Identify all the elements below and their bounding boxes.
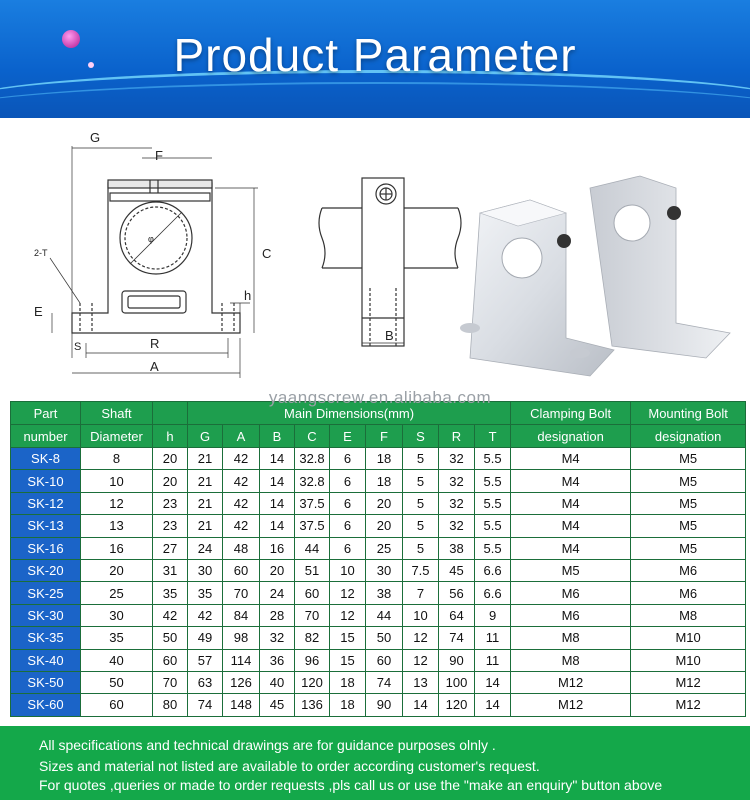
table-cell: 5.5 xyxy=(475,515,511,537)
table-cell: 6.6 xyxy=(475,582,511,604)
table-row xyxy=(11,492,746,514)
table-cell: M6 xyxy=(511,604,631,626)
table-cell: 35 xyxy=(188,582,223,604)
header-dim-a: A xyxy=(223,425,260,448)
table-cell: 40 xyxy=(81,649,153,671)
table-cell: M8 xyxy=(511,649,631,671)
table-cell: 32 xyxy=(439,515,475,537)
part-number-cell: SK-16 xyxy=(11,537,81,559)
table-cell: 42 xyxy=(223,492,260,514)
label-a: A xyxy=(150,359,159,374)
table-row xyxy=(11,671,746,693)
table-cell: 6 xyxy=(330,515,366,537)
footer-notes xyxy=(0,726,750,800)
table-cell: 13 xyxy=(403,671,439,693)
table-cell: 12 xyxy=(403,627,439,649)
table-cell: 6 xyxy=(330,537,366,559)
label-s: S xyxy=(74,341,82,353)
table-cell: 18 xyxy=(366,448,403,470)
table-cell: 60 xyxy=(153,649,188,671)
table-cell: 10 xyxy=(330,559,366,581)
table-cell: 44 xyxy=(366,604,403,626)
table-cell: 20 xyxy=(366,492,403,514)
label-f: F xyxy=(155,148,163,163)
table-cell: 15 xyxy=(330,627,366,649)
table-cell: 74 xyxy=(439,627,475,649)
table-cell: 16 xyxy=(81,537,153,559)
table-cell: 32 xyxy=(439,492,475,514)
header-clamping-bolt: Clamping Bolt xyxy=(511,402,631,425)
label-h: h xyxy=(244,288,252,303)
table-cell: 10 xyxy=(403,604,439,626)
table-cell: 80 xyxy=(153,694,188,716)
table-cell: 9 xyxy=(475,604,511,626)
table-cell: 16 xyxy=(260,537,295,559)
part-number-cell: SK-10 xyxy=(11,470,81,492)
label-thread: 2-T xyxy=(34,248,48,258)
footer-line: Sizes and material not listed are available to order according customer's request. xyxy=(39,758,540,774)
table-cell: 5 xyxy=(403,470,439,492)
table-cell: M5 xyxy=(631,492,746,514)
table-cell: M12 xyxy=(511,694,631,716)
technical-drawings xyxy=(0,118,750,393)
table-cell: 60 xyxy=(295,582,330,604)
header-dim-h: h xyxy=(153,425,188,448)
table-cell: M12 xyxy=(631,671,746,693)
header-dim-t: T xyxy=(475,425,511,448)
table-cell: 12 xyxy=(81,492,153,514)
table-cell: 10 xyxy=(81,470,153,492)
table-cell: M10 xyxy=(631,627,746,649)
table-cell: 12 xyxy=(330,604,366,626)
label-e: E xyxy=(34,304,43,319)
table-cell: 42 xyxy=(223,448,260,470)
label-r: R xyxy=(150,336,160,351)
table-cell: 5.5 xyxy=(475,537,511,559)
side-view-drawing xyxy=(319,178,461,346)
part-number-cell: SK-60 xyxy=(11,694,81,716)
table-cell: 14 xyxy=(403,694,439,716)
header-part-number: number xyxy=(11,425,81,448)
table-cell: 90 xyxy=(366,694,403,716)
table-cell: 5 xyxy=(403,515,439,537)
table-cell: M6 xyxy=(631,582,746,604)
table-cell: M4 xyxy=(511,515,631,537)
header-mounting-bolt: designation xyxy=(631,425,746,448)
banner-glow-line xyxy=(0,82,750,118)
table-cell: 42 xyxy=(153,604,188,626)
table-cell: 84 xyxy=(223,604,260,626)
header-dim-g: G xyxy=(188,425,223,448)
table-cell: M6 xyxy=(511,582,631,604)
header-part-number: Part xyxy=(11,402,81,425)
table-cell: 20 xyxy=(153,448,188,470)
part-number-cell: SK-30 xyxy=(11,604,81,626)
table-cell: 36 xyxy=(260,649,295,671)
table-cell: 21 xyxy=(188,470,223,492)
footer-line: For quotes ,queries or made to order requests ,pls call us or use the "make an enquiry" button above xyxy=(39,777,663,793)
table-cell: 14 xyxy=(260,448,295,470)
table-cell: 11 xyxy=(475,649,511,671)
table-cell: 8 xyxy=(81,448,153,470)
label-c: C xyxy=(262,246,272,261)
table-cell: 148 xyxy=(223,694,260,716)
table-cell: 21 xyxy=(188,515,223,537)
table-cell: 7.5 xyxy=(403,559,439,581)
table-row xyxy=(11,559,746,581)
part-number-cell: SK-8 xyxy=(11,448,81,470)
part-number-cell: SK-20 xyxy=(11,559,81,581)
table-cell: 6 xyxy=(330,492,366,514)
table-cell: 30 xyxy=(366,559,403,581)
table-cell: 32 xyxy=(439,470,475,492)
table-cell: 11 xyxy=(475,627,511,649)
table-cell: M4 xyxy=(511,470,631,492)
table-cell: 15 xyxy=(330,649,366,671)
table-cell: 5.5 xyxy=(475,470,511,492)
part-number-cell: SK-12 xyxy=(11,492,81,514)
table-cell: 49 xyxy=(188,627,223,649)
table-cell: 18 xyxy=(330,671,366,693)
footer-line: All specifications and technical drawings are for guidance purposes olnly . xyxy=(39,737,496,753)
table-cell: 32 xyxy=(439,448,475,470)
table-cell: 5 xyxy=(403,537,439,559)
table-cell: 7 xyxy=(403,582,439,604)
label-g: G xyxy=(90,130,101,145)
watermark-text: yaangscrew.en.alibaba.com xyxy=(268,388,492,407)
table-cell: 13 xyxy=(81,515,153,537)
table-cell: 114 xyxy=(223,649,260,671)
table-cell: 23 xyxy=(153,515,188,537)
table-cell: 70 xyxy=(153,671,188,693)
table-cell: 126 xyxy=(223,671,260,693)
table-cell: 98 xyxy=(223,627,260,649)
table-cell: 14 xyxy=(260,470,295,492)
table-cell: M5 xyxy=(631,448,746,470)
table-cell: 18 xyxy=(330,694,366,716)
table-cell: M5 xyxy=(511,559,631,581)
table-cell: 5 xyxy=(403,492,439,514)
table-cell: 38 xyxy=(366,582,403,604)
table-cell: M8 xyxy=(511,627,631,649)
label-b: B xyxy=(385,328,394,343)
table-cell: 32.8 xyxy=(295,448,330,470)
table-cell: 30 xyxy=(81,604,153,626)
table-cell: 45 xyxy=(439,559,475,581)
table-row xyxy=(11,694,746,716)
header-dim-c: C xyxy=(295,425,330,448)
table-cell: 12 xyxy=(330,582,366,604)
table-cell: 42 xyxy=(223,515,260,537)
part-number-cell: SK-35 xyxy=(11,627,81,649)
table-cell: 32.8 xyxy=(295,470,330,492)
table-cell: 42 xyxy=(223,470,260,492)
table-cell: 24 xyxy=(260,582,295,604)
table-cell: M4 xyxy=(511,448,631,470)
table-cell: 28 xyxy=(260,604,295,626)
table-cell: 24 xyxy=(188,537,223,559)
table-cell: 120 xyxy=(439,694,475,716)
table-cell: 136 xyxy=(295,694,330,716)
table-cell: 14 xyxy=(475,694,511,716)
table-cell: M10 xyxy=(631,649,746,671)
table-cell: 5.5 xyxy=(475,448,511,470)
table-row xyxy=(11,582,746,604)
parameter-table xyxy=(10,401,746,717)
table-cell: 60 xyxy=(366,649,403,671)
table-cell: M6 xyxy=(631,559,746,581)
table-cell: 48 xyxy=(223,537,260,559)
table-cell: 6 xyxy=(330,470,366,492)
table-cell: 57 xyxy=(188,649,223,671)
table-cell: M12 xyxy=(511,671,631,693)
table-cell: 6 xyxy=(330,448,366,470)
table-cell: M5 xyxy=(631,515,746,537)
table-cell: 63 xyxy=(188,671,223,693)
table-cell: 70 xyxy=(223,582,260,604)
table-cell: 14 xyxy=(260,492,295,514)
table-cell: 12 xyxy=(403,649,439,671)
table-row xyxy=(11,604,746,626)
label-phi: φ xyxy=(148,234,154,244)
table-row xyxy=(11,470,746,492)
table-cell: 40 xyxy=(260,671,295,693)
table-cell: 37.5 xyxy=(295,492,330,514)
table-cell: 50 xyxy=(153,627,188,649)
table-cell: 23 xyxy=(153,492,188,514)
table-cell: 74 xyxy=(188,694,223,716)
table-cell: 35 xyxy=(81,627,153,649)
table-cell: 14 xyxy=(260,515,295,537)
table-cell: 70 xyxy=(295,604,330,626)
table-cell: M5 xyxy=(631,470,746,492)
table-cell: 20 xyxy=(81,559,153,581)
table-cell: 25 xyxy=(81,582,153,604)
header-shaft-diameter: Shaft xyxy=(81,402,153,425)
table-row xyxy=(11,649,746,671)
table-cell: 6.6 xyxy=(475,559,511,581)
table-cell: 32 xyxy=(260,627,295,649)
header-dim-e: E xyxy=(330,425,366,448)
table-cell: 21 xyxy=(188,492,223,514)
table-cell: 60 xyxy=(81,694,153,716)
table-cell: 27 xyxy=(153,537,188,559)
table-cell: 20 xyxy=(153,470,188,492)
table-cell: 20 xyxy=(366,515,403,537)
table-cell: M12 xyxy=(631,694,746,716)
header-dim-b: B xyxy=(260,425,295,448)
table-cell: 90 xyxy=(439,649,475,671)
table-row xyxy=(11,627,746,649)
table-cell: 35 xyxy=(153,582,188,604)
table-cell: M8 xyxy=(631,604,746,626)
table-cell: 96 xyxy=(295,649,330,671)
table-cell: 64 xyxy=(439,604,475,626)
table-cell: 45 xyxy=(260,694,295,716)
table-cell: 37.5 xyxy=(295,515,330,537)
table-cell: 51 xyxy=(295,559,330,581)
part-number-cell: SK-13 xyxy=(11,515,81,537)
table-cell: 82 xyxy=(295,627,330,649)
part-number-cell: SK-25 xyxy=(11,582,81,604)
header-dim-s: S xyxy=(403,425,439,448)
table-cell: 120 xyxy=(295,671,330,693)
product-render xyxy=(460,176,730,376)
header-dim-f: F xyxy=(366,425,403,448)
table-cell: 5.5 xyxy=(475,492,511,514)
table-cell: M4 xyxy=(511,492,631,514)
page-title: Product Parameter xyxy=(173,29,577,81)
table-cell: 21 xyxy=(188,448,223,470)
table-cell: 25 xyxy=(366,537,403,559)
table-cell: 44 xyxy=(295,537,330,559)
header-blank xyxy=(153,402,188,425)
table-cell: 5 xyxy=(403,448,439,470)
table-cell: M4 xyxy=(511,537,631,559)
header-shaft-diameter: Diameter xyxy=(81,425,153,448)
table-row xyxy=(11,448,746,470)
table-cell: 100 xyxy=(439,671,475,693)
table-cell: M5 xyxy=(631,537,746,559)
header-clamping-bolt: designation xyxy=(511,425,631,448)
part-number-cell: SK-50 xyxy=(11,671,81,693)
table-cell: 60 xyxy=(223,559,260,581)
table-cell: 50 xyxy=(366,627,403,649)
table-cell: 42 xyxy=(188,604,223,626)
table-cell: 20 xyxy=(260,559,295,581)
table-cell: 31 xyxy=(153,559,188,581)
part-number-cell: SK-40 xyxy=(11,649,81,671)
title-banner xyxy=(0,0,750,118)
table-cell: 18 xyxy=(366,470,403,492)
table-cell: 14 xyxy=(475,671,511,693)
header-mounting-bolt: Mounting Bolt xyxy=(631,402,746,425)
table-row xyxy=(11,537,746,559)
table-cell: 74 xyxy=(366,671,403,693)
table-row xyxy=(11,515,746,537)
table-header-row xyxy=(11,425,746,448)
table-cell: 30 xyxy=(188,559,223,581)
table-cell: 38 xyxy=(439,537,475,559)
header-dim-r: R xyxy=(439,425,475,448)
table-cell: 50 xyxy=(81,671,153,693)
header-main-dimensions: Main Dimensions(mm) xyxy=(188,402,511,425)
table-cell: 56 xyxy=(439,582,475,604)
